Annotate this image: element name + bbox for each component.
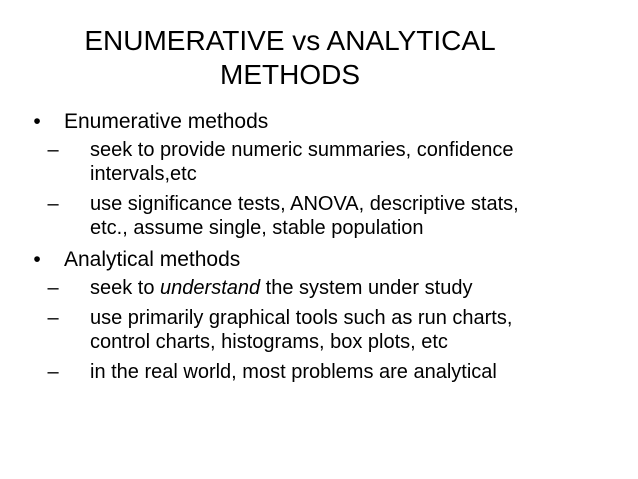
slide-body xyxy=(24,108,624,390)
dash-icon: – xyxy=(47,307,59,329)
sub-bullet-line: seek to provide numeric summaries, confidence xyxy=(90,139,514,161)
sub-bullet-line: etc., assume single, stable population xyxy=(90,217,424,239)
bullet-analytical-methods xyxy=(24,246,624,274)
sub-bullet-line: control charts, histograms, box plots, etc xyxy=(90,331,448,353)
sub-bullet-numeric-summaries xyxy=(24,138,624,186)
sub-bullet-line: intervals,etc xyxy=(90,163,197,185)
bullet-label: Enumerative methods xyxy=(64,110,269,133)
slide-title-line-2: METHODS xyxy=(220,59,360,90)
slide-title-line-1: ENUMERATIVE vs ANALYTICAL xyxy=(84,25,496,56)
sub-bullet-graphical-tools xyxy=(24,306,624,354)
sub-bullet-line: in the real world, most problems are analytical xyxy=(90,361,497,383)
bullet-label: Analytical methods xyxy=(64,248,241,271)
bullet-enumerative-methods xyxy=(24,108,624,136)
dash-icon: – xyxy=(47,193,59,215)
sub-bullet-understand-system xyxy=(24,276,624,300)
sub-bullet-line xyxy=(90,276,624,300)
bullet-icon: • xyxy=(33,248,41,271)
sub-bullet-prefix: seek to xyxy=(90,277,161,299)
emphasis-understand: understand xyxy=(160,277,261,299)
bullet-icon: • xyxy=(33,110,41,133)
slide-title xyxy=(40,24,540,92)
dash-icon: – xyxy=(47,139,59,161)
sub-bullet-suffix: the system under study xyxy=(260,277,473,299)
sub-bullet-significance-tests xyxy=(24,192,624,240)
sub-bullet-real-world xyxy=(24,360,624,384)
dash-icon: – xyxy=(47,277,59,299)
sub-bullet-line: use significance tests, ANOVA, descriptive stats, xyxy=(90,193,519,215)
dash-icon: – xyxy=(47,361,59,383)
sub-bullet-line: use primarily graphical tools such as run charts, xyxy=(90,307,513,329)
